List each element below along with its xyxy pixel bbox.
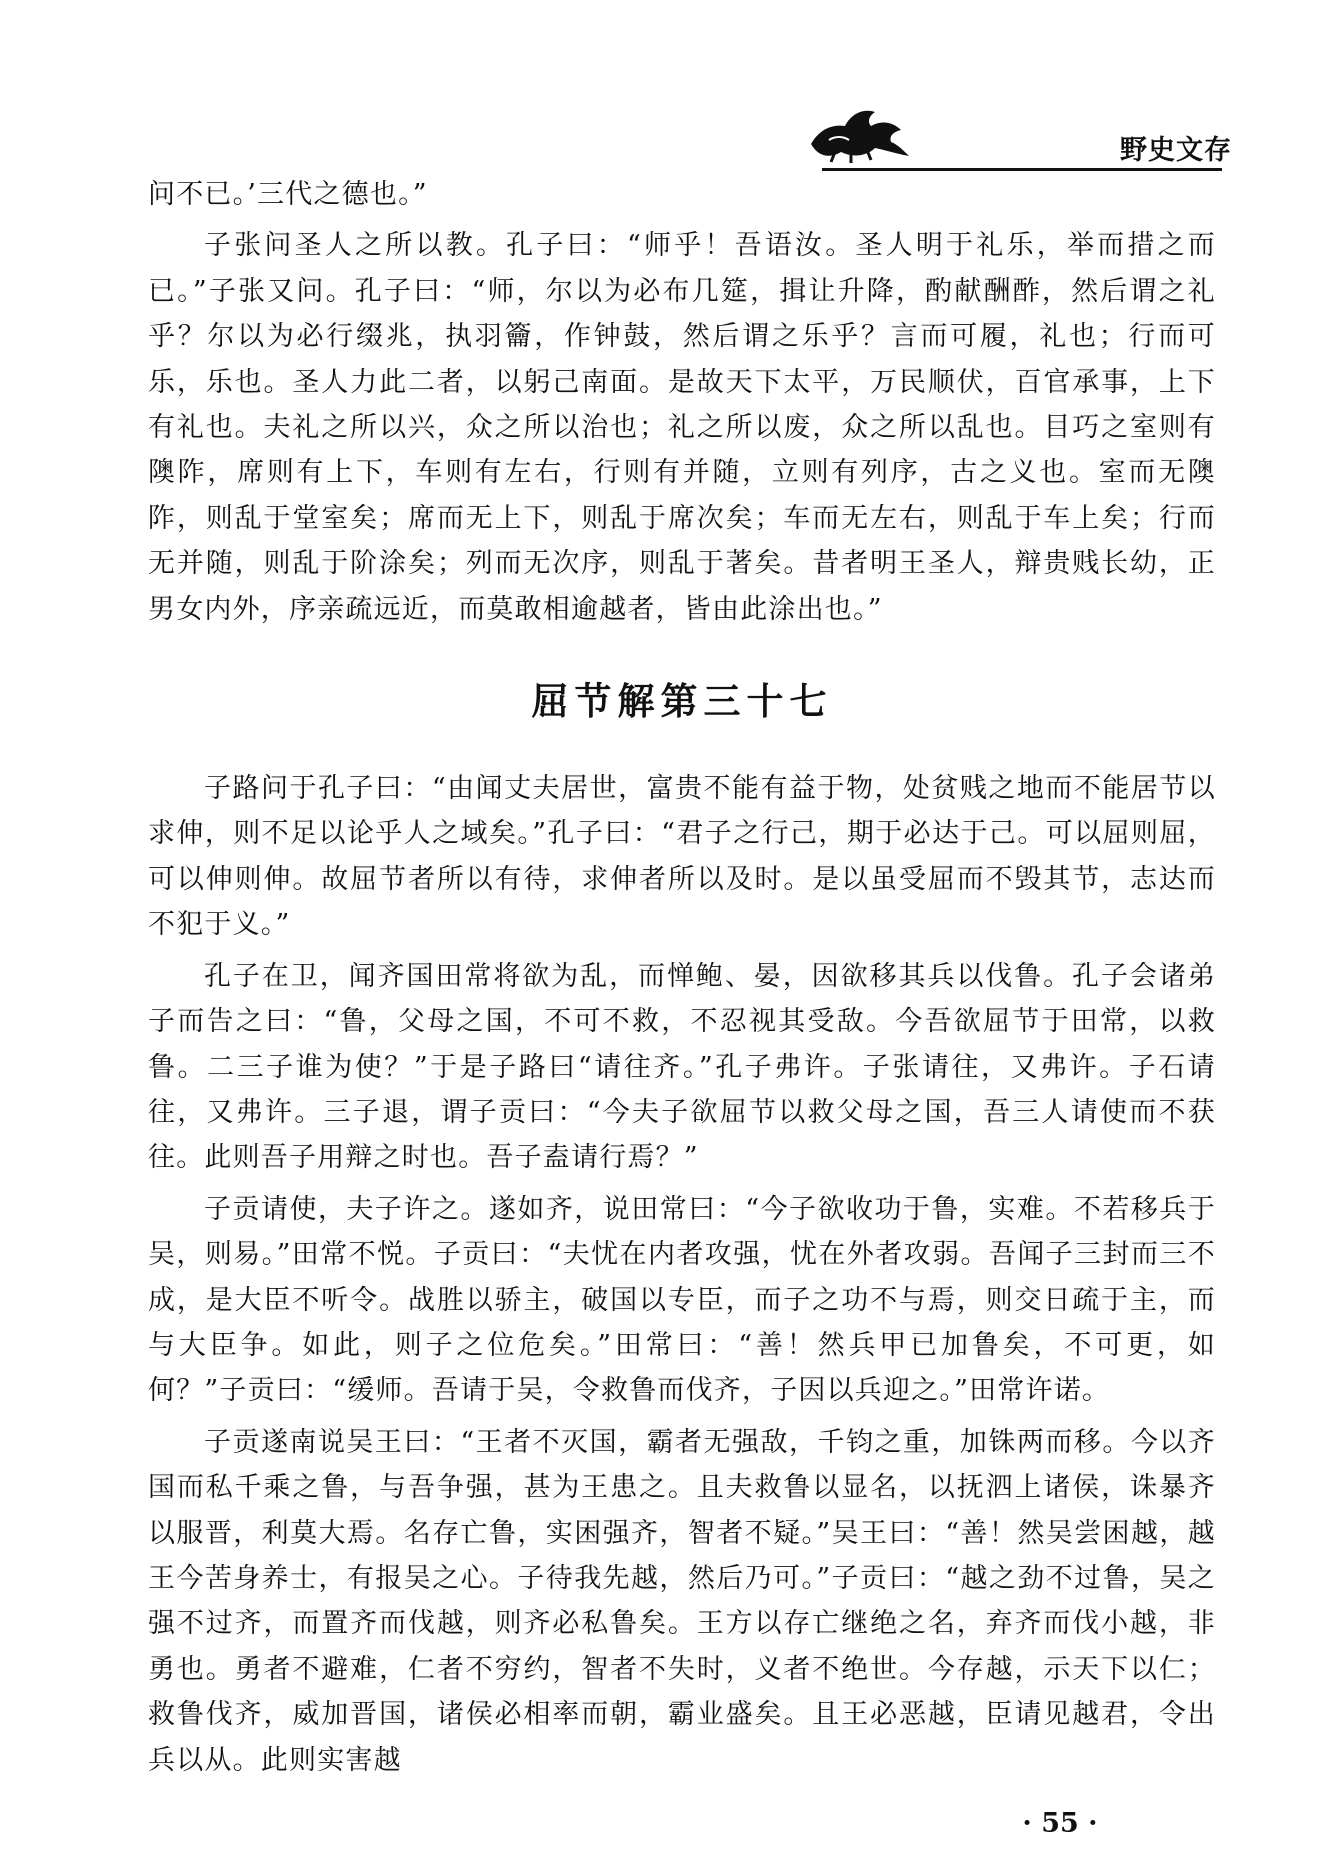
dragon-emblem-icon: [805, 100, 915, 164]
paragraph: 子张问圣人之所以教。孔子曰：“师乎！吾语汝。圣人明于礼乐，举而措之而已。”子张又问。孔子曰：“师，尔以为必布几筵，揖让升降，酌献酬酢，然后谓之礼乎？尔以为必行缀兆，执羽籥，作钟鼓，然后谓之乐乎？言而可履，礼也；行而可乐，乐也。圣人力此二者，以躬己南面。是故天下太平，万民顺伏，百官承事，上下有礼也。夫礼之所以兴，众之所以治也；礼之所以废，众之所以乱也。目巧之室则有隩阼，席则有上下，车则有左右，行则有并随，立则有列序，古之义也。室而无隩阼，则乱于堂室矣；席而无上下，则乱于席次矣；车而无左右，则乱于车上矣；行而无并随，则乱于阶涂矣；列而无次序，则乱于著矣。昔者明王圣人，辩贵贱长幼，正男女内外，序亲疏远近，而莫敢相逾越者，皆由此涂出也。”: [148, 230, 1216, 625]
chapter-title: 屈节解第三十七: [531, 679, 833, 724]
page-body: [148, 172, 1216, 1783]
paragraph: 子贡请使，夫子许之。遂如齐，说田常曰：“今子欲收功于鲁，实难。不若移兵于吴，则易。”田常不悦。子贡曰：“夫忧在内者攻强，忧在外者攻弱。吾闻子三封而三不成，是大臣不听令。战胜以骄主，破国以专臣，而子之功不与焉，则交日疏于主，而与大臣争。如此，则子之位危矣。”田常曰：“善！然兵甲已加鲁矣，不可更，如何？”子贡曰：“缓师。吾请于吴，令救鲁而伐齐，子因以兵迎之。”田常许诺。: [148, 1193, 1216, 1407]
paragraph: 子贡遂南说吴王曰：“王者不灭国，霸者无强敌，千钧之重，加铢两而移。今以齐国而私千乘之鲁，与吾争强，甚为王患之。且夫救鲁以显名，以抚泗上诸侯，诛暴齐以服晋，利莫大焉。名存亡鲁，实困强齐，智者不疑。”吴王曰：“善！然吴尝困越，越王今苦身养士，有报吴之心。子待我先越，然后乃可。”子贡曰：“越之劲不过鲁，吴之强不过齐，而置齐而伐越，则齐必私鲁矣。王方以存亡继绝之名，弃齐而伐小越，非勇也。勇者不避难，仁者不穷约，智者不失时，义者不绝世。今存越，示天下以仁；救鲁伐齐，威加晋国，诸侯必相率而朝，霸业盛矣。且王必恶越，臣请见越君，令出兵以从。此则实害越: [148, 1426, 1216, 1776]
page-number: · 55 ·: [1022, 1808, 1098, 1839]
paragraph-continued: 问不已。’三代之德也。”: [148, 179, 428, 210]
paragraph: 子路问于孔子曰：“由闻丈夫居世，富贵不能有益于物，处贫贱之地而不能居节以求伸，则不足以论乎人之域矣。”孔子曰：“君子之行己，期于必达于己。可以屈则屈，可以伸则伸。故屈节者所以有待，求伸者所以及时。是以虽受屈而不毁其节，志达而不犯于义。”: [148, 773, 1216, 941]
series-title: 野史文存: [1120, 135, 1232, 166]
paragraph: 孔子在卫，闻齐国田常将欲为乱，而惮鲍、晏，因欲移其兵以伐鲁。孔子会诸弟子而告之曰：“鲁，父母之国，不可不救，不忍视其受敌。今吾欲屈节于田常，以救鲁。二三子谁为使？”于是子路曰“请往齐。”孔子弗许。子张请往，又弗许。子石请往，又弗许。三子退，谓子贡曰：“今夫子欲屈节以救父母之国，吾三人请使而不获往。此则吾子用辩之时也。吾子盍请行焉？”: [148, 960, 1216, 1174]
header-rule: [822, 168, 1222, 171]
page-header: [0, 92, 1323, 172]
